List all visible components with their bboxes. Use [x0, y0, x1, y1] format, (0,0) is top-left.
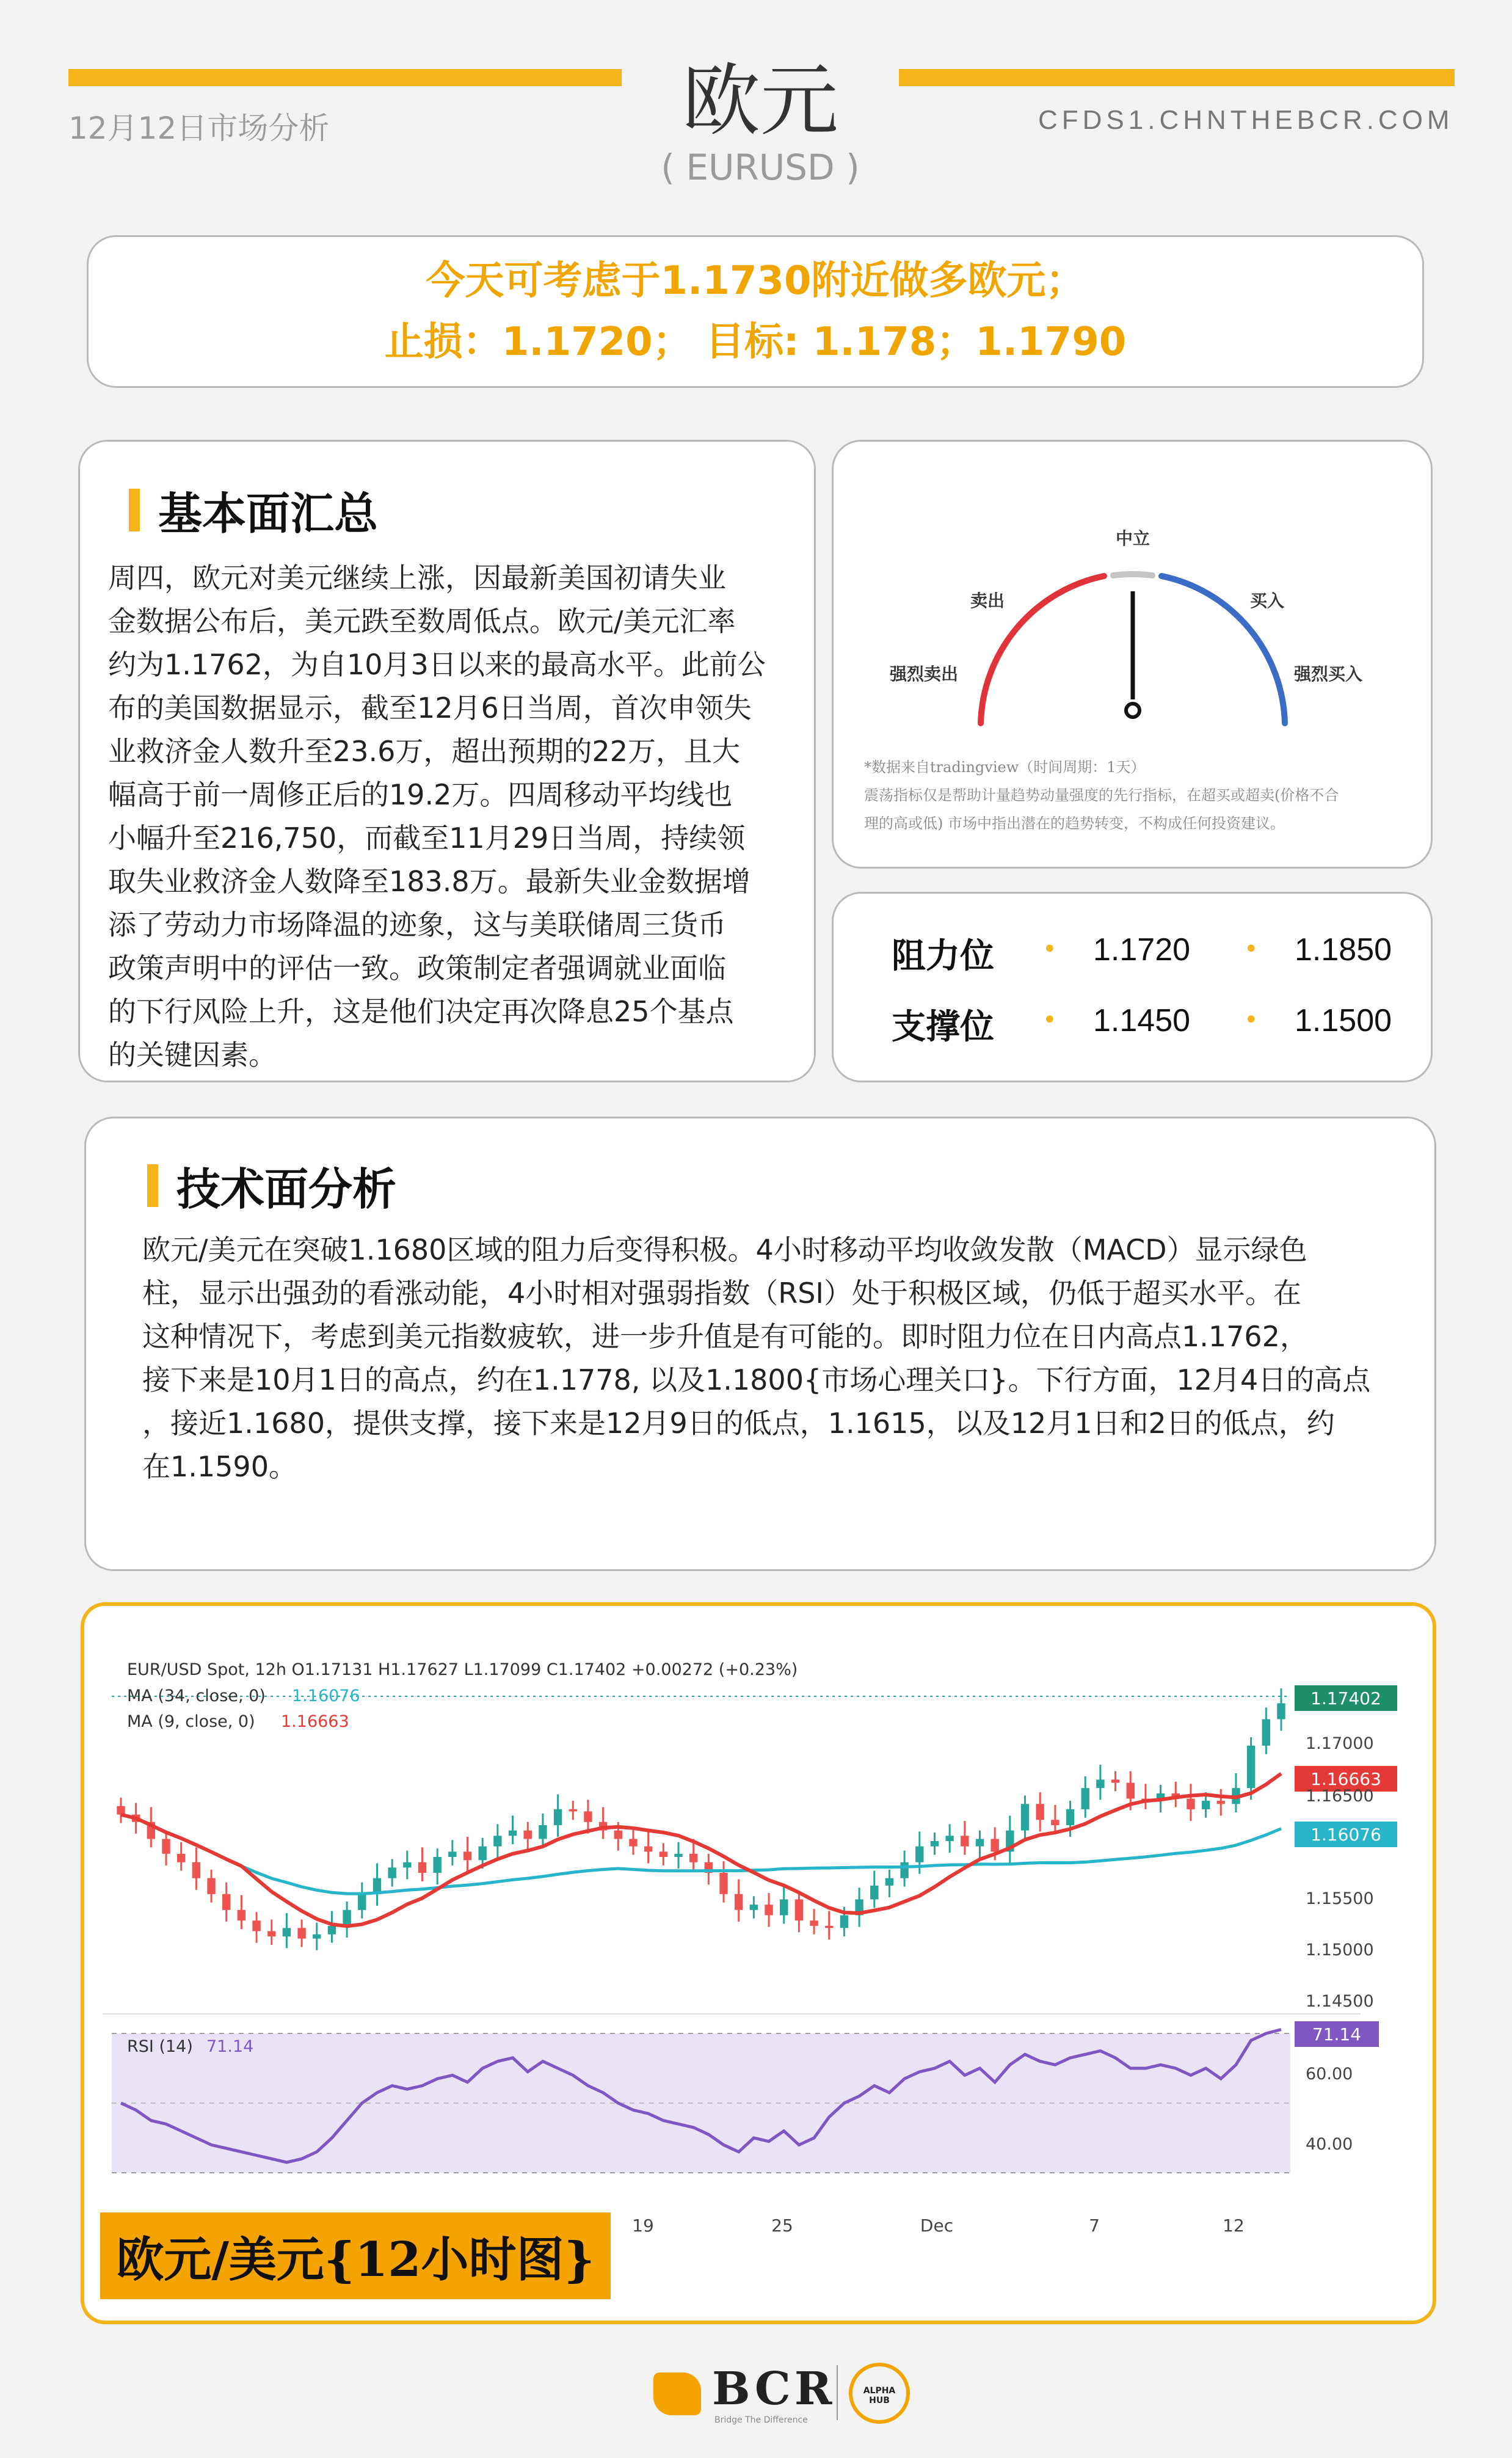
alpha-hub-label: ALPHA HUB [863, 2386, 896, 2405]
page-subtitle: ( EURUSD ) [661, 147, 860, 188]
candle-body [1277, 1703, 1285, 1719]
candle-body [328, 1926, 336, 1935]
candle-body [448, 1851, 456, 1857]
candle-body [479, 1847, 487, 1861]
technical-line: ，接近1.1680，提供支撑，接下来是12月9日的低点，1.1615，以及12月1日和2日的低点，约 [142, 1407, 1335, 1440]
technical-line: 欧元/美元在突破1.1680区域的阻力后变得积极。4小时移动平均收敛发散（MACD）显示绿色 [142, 1233, 1307, 1266]
ma9-legend-label: MA (9, close, 0) [127, 1712, 255, 1731]
candle-body [825, 1926, 833, 1928]
bullet-icon: • [1244, 935, 1259, 963]
rsi-tick: 40.00 [1306, 2135, 1353, 2154]
y-tick: 1.15000 [1306, 1941, 1374, 1960]
candle-body [1217, 1801, 1225, 1804]
recommendation-line-2: 止损：1.1720； 目标: 1.178；1.1790 [384, 319, 1127, 365]
footer-logo [653, 2359, 922, 2427]
technical-line: 柱，显示出强劲的看涨动能，4小时相对强弱指数（RSI）处于积极区域，仍低于超买水平。在 [142, 1277, 1301, 1310]
candle-body [1096, 1779, 1104, 1788]
x-tick: 25 [771, 2215, 793, 2236]
resistance-row [892, 929, 1392, 978]
candle-body [915, 1847, 923, 1862]
fundamentals-line: 周四，欧元对美元继续上涨，因最新美国初请失业 [108, 561, 726, 594]
bullet-icon: • [1042, 1006, 1057, 1034]
sentiment-gauge [834, 478, 1434, 735]
x-tick: 19 [632, 2215, 654, 2236]
gauge-label-strong-sell: 强烈卖出 [889, 664, 959, 684]
support-label: 支撑位 [892, 1007, 994, 1047]
candle-body [524, 1831, 532, 1839]
candle-body [1262, 1719, 1270, 1745]
fundamentals-text [108, 556, 795, 1077]
candle-body [554, 1809, 562, 1825]
gauge-arc-neutral [1113, 574, 1152, 575]
candle-body [177, 1854, 185, 1862]
fundamentals-line: 布的美国数据显示，截至12月6日当周，首次申领失 [108, 691, 752, 724]
resistance-2: 1.1850 [1295, 932, 1392, 968]
chart-card [81, 1602, 1436, 2324]
gauge-pivot [1126, 704, 1139, 717]
ma9-tag: 1.16663 [1310, 1769, 1381, 1789]
candle-body [584, 1811, 592, 1822]
gauge-label-buy: 买入 [1249, 591, 1285, 611]
rsi-tick: 60.00 [1306, 2065, 1353, 2084]
technical-title [147, 1154, 396, 1217]
candle-body [976, 1839, 984, 1847]
chart-caption-text: 欧元/美元{12小时图} [116, 2232, 595, 2288]
fundamentals-line: 金数据公布后，美元跌至数周低点。欧元/美元汇率 [108, 605, 736, 638]
candle-body [117, 1806, 125, 1815]
technical-title-text: 技术面分析 [176, 1164, 397, 1215]
ma34-line [121, 1815, 1281, 1894]
bcr-logo-icon [653, 2372, 701, 2415]
candle-body [614, 1831, 622, 1839]
candle-body [1036, 1804, 1044, 1820]
technical-card [84, 1117, 1436, 1571]
candle-body [283, 1928, 291, 1936]
fundamentals-line: 约为1.1762，为自10月3日以来的最高水平。此前公 [108, 648, 766, 681]
header-bar-left [68, 69, 622, 86]
y-tick: 1.16500 [1306, 1787, 1374, 1806]
candle-body [1081, 1788, 1089, 1809]
rsi-tag: 71.14 [1312, 2024, 1362, 2044]
candle-body [192, 1862, 200, 1878]
section-marker [129, 489, 140, 531]
candle-body [750, 1905, 758, 1910]
candle-body [313, 1935, 321, 1939]
candle-body [689, 1854, 697, 1862]
candle-body [297, 1928, 305, 1938]
candle-body [509, 1831, 517, 1836]
candle-body [870, 1886, 878, 1900]
site-url: CFDS1.CHNTHEBCR.COM [1038, 105, 1454, 135]
gauge-note [864, 753, 1414, 837]
ma9-legend-value: 1.16663 [281, 1712, 349, 1731]
resistance-1: 1.1720 [1093, 932, 1191, 968]
candle-body [358, 1894, 366, 1910]
candle-body [267, 1931, 275, 1937]
candle-body [1127, 1783, 1135, 1799]
fundamentals-title-text: 基本面汇总 [158, 488, 379, 539]
ma34-legend-value: 1.16076 [292, 1687, 360, 1705]
candle-body [900, 1862, 908, 1878]
ma34-legend-label: MA (34, close, 0) [127, 1687, 266, 1705]
rsi-legend-label: RSI (14) [127, 2037, 193, 2056]
bullet-icon: • [1042, 935, 1057, 963]
fundamentals-line: 取失业救济金人数降至183.8万。最新失业金数据增 [108, 865, 751, 898]
fundamentals-line: 政策声明中的评估一致。政策制定者强调就业面临 [108, 952, 726, 985]
candle-body [1202, 1801, 1210, 1809]
bullet-icon: • [1244, 1006, 1259, 1034]
candle-body [990, 1839, 998, 1852]
support-1: 1.1450 [1093, 1003, 1191, 1038]
fundamentals-line: 的关键因素。 [108, 1038, 277, 1071]
candle-body [719, 1873, 727, 1894]
candle-body [810, 1920, 818, 1926]
candle-body [207, 1878, 215, 1894]
candle-body [885, 1878, 893, 1886]
footer-divider [837, 2365, 838, 2420]
candle-body [1247, 1746, 1255, 1788]
technical-line: 这种情况下，考虑到美元指数疲软，进一步升值是有可能的。即时阻力位在日内高点1.1762， [142, 1320, 1308, 1353]
y-tick: 1.14500 [1306, 1992, 1374, 2011]
resistance-label: 阻力位 [892, 936, 994, 976]
header-bar-right [899, 69, 1455, 86]
candle-body [1021, 1804, 1029, 1830]
technical-text [142, 1228, 1419, 1489]
section-marker [147, 1164, 158, 1207]
x-tick: Dec [920, 2215, 954, 2236]
price-tag: 1.17402 [1310, 1688, 1381, 1709]
y-tick: 1.17000 [1306, 1734, 1374, 1753]
candle-body [644, 1847, 652, 1852]
gauge-label-strong-buy: 强烈买入 [1293, 664, 1363, 684]
candle-body [1187, 1799, 1194, 1809]
candle-body [945, 1836, 953, 1841]
candle-body [1111, 1779, 1119, 1782]
recommendation-line-1: 今天可考虑于1.1730附近做多欧元； [426, 258, 1085, 304]
candle-body [222, 1894, 230, 1910]
candle-body [1066, 1809, 1074, 1825]
recommendation-card [87, 235, 1424, 388]
gauge-note-line-2: 震荡指标仅是帮助计量趋势动量强度的先行指标，在超买或超卖(价格不合 [864, 787, 1339, 804]
technical-line: 在1.1590。 [142, 1450, 297, 1483]
technical-line: 接下来是10月1日的高点，约在1.1778, 以及1.1800{市场心理关口}。下行方面，12月4日的高点 [142, 1363, 1371, 1396]
candle-body [162, 1839, 170, 1854]
candle-body [765, 1905, 772, 1915]
candle-body [840, 1915, 848, 1928]
x-tick: 7 [1089, 2215, 1100, 2236]
candle-body [252, 1920, 260, 1931]
candle-body [403, 1862, 411, 1868]
candle-body [539, 1825, 547, 1839]
gauge-note-line-3: 理的高或低) 市场中指出潜在的趋势转变，不构成任何投资建议。 [864, 815, 1285, 832]
fundamentals-line: 添了劳动力市场降温的迹象，这与美联储周三货币 [108, 908, 726, 941]
candle-body [961, 1836, 969, 1846]
page-title: 欧元 [681, 56, 838, 147]
gauge-label-sell: 卖出 [970, 591, 1005, 611]
ma34-tag: 1.16076 [1310, 1825, 1381, 1845]
fundamentals-line: 幅高于前一周修正后的19.2万。四周移动平均线也 [108, 778, 733, 811]
fundamentals-card [78, 440, 816, 1082]
ohlc-info: EUR/USD Spot, 12h O1.17131 H1.17627 L1.17099 C1.17402 +0.00272 (+0.23%) [127, 1660, 798, 1679]
candle-body [238, 1910, 245, 1920]
brand-tagline: Bridge The Difference [714, 2415, 808, 2425]
candle-body [388, 1867, 396, 1878]
support-2: 1.1500 [1295, 1003, 1392, 1038]
fundamentals-line: 的下行风险上升，这是他们决定再次降息25个基点 [108, 995, 734, 1028]
candle-body [418, 1862, 426, 1873]
gauge-label-neutral: 中立 [1115, 528, 1150, 549]
candle-body [493, 1836, 501, 1846]
candle-body [343, 1910, 351, 1926]
candle-body [780, 1899, 788, 1915]
candle-body [1051, 1820, 1059, 1825]
candle-body [674, 1854, 682, 1857]
candle-body [795, 1899, 803, 1920]
candle-body [629, 1839, 637, 1847]
candle-body [660, 1851, 667, 1857]
support-row [892, 1000, 1392, 1049]
candle-body [463, 1851, 471, 1860]
brand-name: BCR [712, 2363, 836, 2415]
y-tick: 1.15500 [1306, 1889, 1374, 1908]
ma9-line [121, 1774, 1281, 1927]
x-tick: 12 [1223, 2215, 1245, 2236]
fundamentals-line: 小幅升至216,750，而截至11月29日当周，持续领 [108, 822, 746, 855]
levels-card [832, 892, 1433, 1082]
gauge-note-line-1: *数据来自tradingview（时间周期：1天） [864, 759, 1146, 776]
date-label: 12月12日市场分析 [68, 111, 330, 146]
candle-body [569, 1809, 577, 1811]
gauge-card [832, 440, 1433, 869]
rsi-legend-value: 71.14 [206, 2037, 254, 2056]
fundamentals-title [129, 478, 378, 542]
chart-caption [100, 2212, 611, 2299]
candle-body [735, 1894, 743, 1910]
fundamentals-line: 业救济金人数升至23.6万，超出预期的22万，且大 [108, 735, 740, 768]
candle-body [931, 1841, 939, 1847]
candle-body [433, 1857, 441, 1873]
